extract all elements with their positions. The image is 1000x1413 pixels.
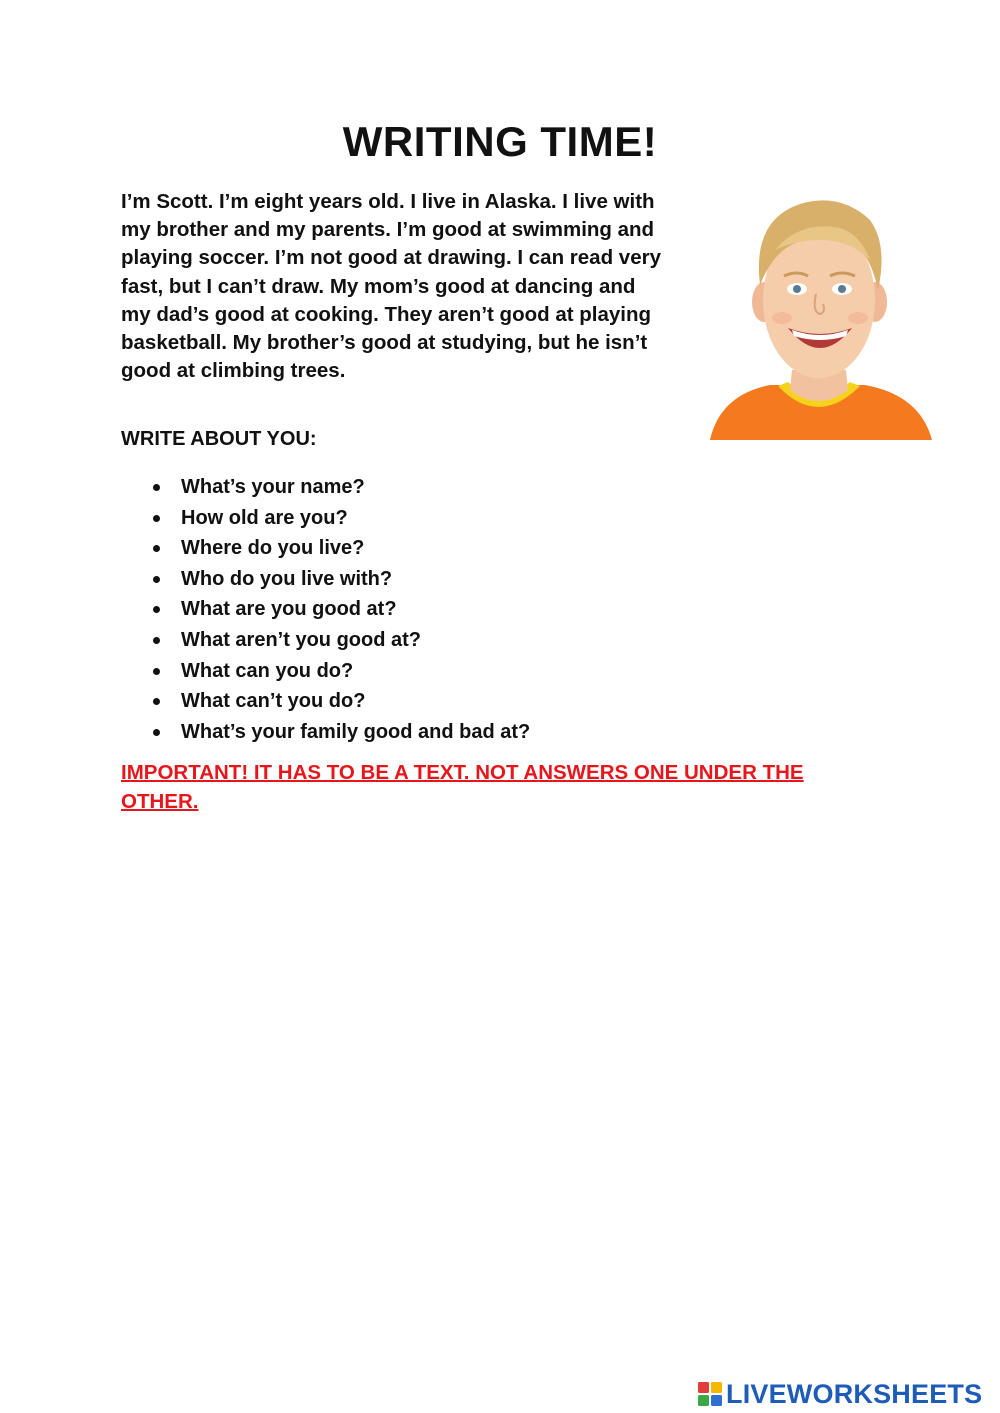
question-text: Who do you live with? — [181, 567, 393, 590]
liveworksheets-logo-icon — [698, 1382, 722, 1406]
list-item — [150, 686, 530, 717]
question-text: What’s your family good and bad at? — [181, 720, 531, 743]
page-title: WRITING TIME! — [342, 118, 658, 165]
bullet-icon — [153, 668, 160, 675]
list-item — [150, 717, 530, 748]
question-text: How old are you? — [181, 506, 348, 529]
write-about-you-heading: WRITE ABOUT YOU: — [121, 428, 317, 450]
question-text: What can’t you do? — [181, 690, 366, 713]
list-item — [150, 625, 530, 656]
important-note: IMPORTANT! IT HAS TO BE A TEXT. NOT ANSWERS ONE UNDER THE OTHER. — [121, 761, 804, 813]
bullet-icon — [153, 484, 160, 491]
bullet-icon — [153, 729, 160, 736]
brand-name: LIVEWORKSHEETS — [726, 1378, 983, 1409]
bullet-icon — [153, 545, 160, 552]
questions-list — [150, 472, 530, 747]
list-item — [150, 656, 530, 687]
list-item — [150, 594, 530, 625]
liveworksheets-logo — [698, 1377, 982, 1411]
list-item — [150, 564, 530, 595]
bullet-icon — [153, 576, 160, 583]
list-item — [150, 503, 530, 534]
list-item — [150, 533, 530, 564]
bullet-icon — [153, 637, 160, 644]
list-item — [150, 472, 530, 503]
question-text: Where do you live? — [181, 537, 365, 560]
bullet-icon — [153, 515, 160, 522]
bullet-icon — [153, 698, 160, 705]
question-text: What’s your name? — [181, 476, 365, 498]
question-text: What aren’t you good at? — [181, 628, 421, 651]
question-text: What can you do? — [181, 659, 354, 682]
reading-paragraph: I’m Scott. I’m eight years old. I live in Alaska. I live with my brother and my parents. I’m good at swimming and playing soccer. I’m not good at drawing. I can read very fast, but I can’t draw. My mom’s good at dancing and my dad’s good at cooking. They aren’t good at playing basketball. My brother’s good at studying, but he isn’t good at climbing trees. — [121, 190, 661, 383]
question-text: What are you good at? — [181, 598, 397, 621]
bullet-icon — [153, 606, 160, 613]
boy-photo — [700, 190, 935, 440]
